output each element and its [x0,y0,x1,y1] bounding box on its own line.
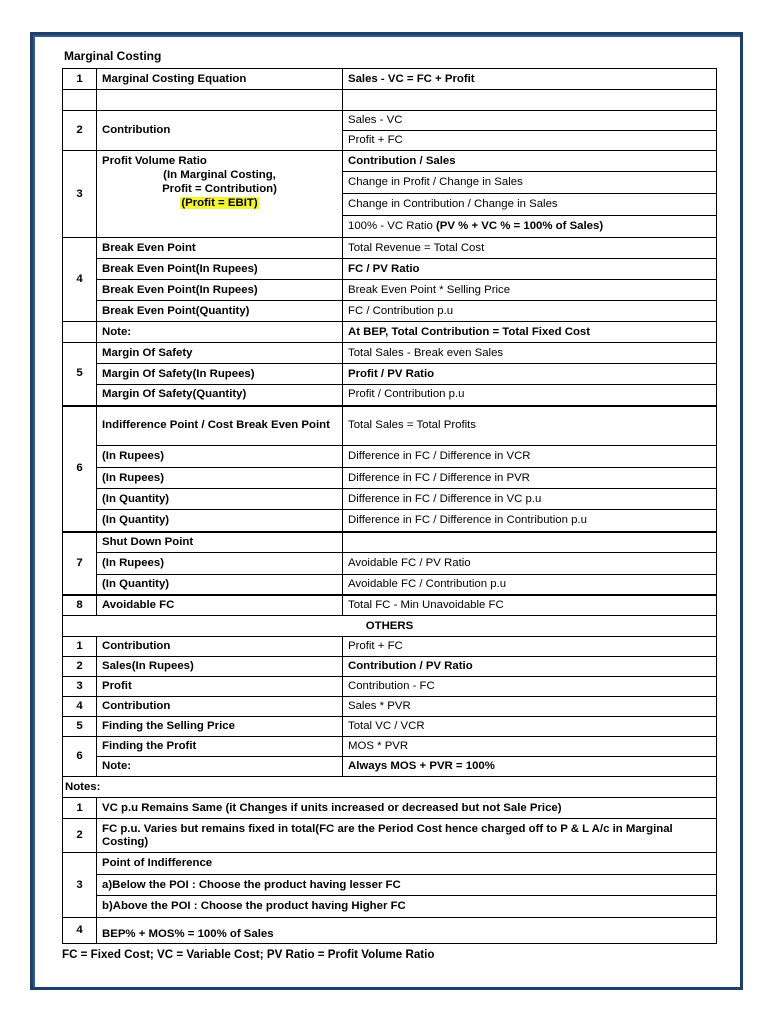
table-row [63,468,717,489]
table-row [63,777,717,798]
cell-term: (In Quantity) [97,489,343,510]
cell-formula: Contribution / PV Ratio [343,657,717,677]
cell-formula: Contribution / Sales [343,151,717,172]
cell-formula: Profit / PV Ratio [343,364,717,385]
row-number: 1 [63,69,97,90]
table-row [63,677,717,697]
table-row [63,697,717,717]
cell-term: Sales(In Rupees) [97,657,343,677]
row-number: 6 [63,406,97,532]
cell-term: (In Quantity) [97,510,343,532]
cell-formula: Profit / Contribution p.u [343,385,717,406]
table-row [63,489,717,510]
page-title: Marginal Costing [64,49,162,63]
cell-formula: Profit + FC [343,637,717,657]
table-row [63,819,717,853]
cell-term: Break Even Point [97,238,343,259]
cell-term: Margin Of Safety [97,343,343,364]
cell-term: (In Rupees) [97,553,343,575]
table-row [63,446,717,468]
table-row [63,385,717,406]
cell-term: Break Even Point(In Rupees) [97,259,343,280]
footer-legend: FC = Fixed Cost; VC = Variable Cost; PV Ratio = Profit Volume Ratio [62,948,435,961]
cell-formula: Difference in FC / Difference in Contribution p.u [343,510,717,532]
table-row [63,737,717,757]
cell-formula: Difference in FC / Difference in PVR [343,468,717,489]
row-number: 5 [63,717,97,737]
table-row [63,918,717,944]
table-row [63,657,717,677]
table-row [63,280,717,301]
table-row [63,637,717,657]
cell-term: Margin Of Safety(In Rupees) [97,364,343,385]
row-number: 3 [63,853,97,918]
row-number: 8 [63,595,97,616]
notes-heading: Notes: [63,777,717,798]
cell-term: (In Rupees) [97,446,343,468]
note-text: b)Above the POI : Choose the product having Higher FC [97,896,717,918]
cell-formula: Sales - VC [343,111,717,131]
row-number: 5 [63,343,97,406]
cell-formula: Total Sales = Total Profits [343,406,717,446]
cell-term: Break Even Point(Quantity) [97,301,343,322]
row-number: 4 [63,238,97,322]
row-number: 2 [63,657,97,677]
row-number: 1 [63,637,97,657]
row-number: 1 [63,798,97,819]
table-row [63,259,717,280]
note-text: VC p.u Remains Same (it Changes if units increased or decreased but not Sale Price) [97,798,717,819]
row-number: 3 [63,677,97,697]
cell-term: Finding the Profit [97,737,343,757]
cell-formula: Profit + FC [343,131,717,151]
table-row [63,595,717,616]
table-row [63,343,717,364]
cell-formula: Always MOS + PVR = 100% [343,757,717,777]
cell-formula: At BEP, Total Contribution = Total Fixed Cost [343,322,717,343]
table-row [63,322,717,343]
cell-formula: Total Revenue = Total Cost [343,238,717,259]
cell-formula: MOS * PVR [343,737,717,757]
cell-term: Profit [97,677,343,697]
row-number: 4 [63,918,97,944]
cell-formula: Avoidable FC / PV Ratio [343,553,717,575]
cell-term: Finding the Selling Price [97,717,343,737]
table-row [63,798,717,819]
cell-formula: 100% - VC Ratio (PV % + VC % = 100% of Sales) [343,216,717,238]
note-text: a)Below the POI : Choose the product having lesser FC [97,875,717,896]
table-row [63,406,717,446]
cell-term: Shut Down Point [97,532,343,553]
table-row [63,616,717,637]
row-number: 7 [63,532,97,595]
cell-formula: Total FC - Min Unavoidable FC [343,595,717,616]
table-row [63,238,717,259]
cell-term: Marginal Costing Equation [97,69,343,90]
cell-term: Profit Volume Ratio (In Marginal Costing, Profit = Contribution) (Profit = EBIT) [97,151,343,238]
cell-term: Break Even Point(In Rupees) [97,280,343,301]
cell-formula: FC / Contribution p.u [343,301,717,322]
cell-term: Note: [97,757,343,777]
note-text: BEP% + MOS% = 100% of Sales [97,918,717,944]
table-row [63,853,717,875]
table-row [63,510,717,532]
row-number: 6 [63,737,97,777]
table-row [63,875,717,896]
table-row [63,90,717,111]
table-row [63,69,717,90]
cell-term: Note: [97,322,343,343]
cell-term: (In Quantity) [97,575,343,595]
table-row [63,151,717,172]
table-row [63,301,717,322]
cell-formula: Total VC / VCR [343,717,717,737]
cell-formula: Avoidable FC / Contribution p.u [343,575,717,595]
table-row [63,364,717,385]
cell-term: Contribution [97,111,343,151]
row-number: 2 [63,819,97,853]
cell-formula: Change in Profit / Change in Sales [343,172,717,194]
cell-formula [343,532,717,553]
cell-formula: Change in Contribution / Change in Sales [343,194,717,216]
cell-formula: Sales * PVR [343,697,717,717]
cell-term: (In Rupees) [97,468,343,489]
highlight-note: (Profit = EBIT) [181,197,258,209]
marginal-costing-table [62,68,717,944]
table-row [63,575,717,595]
cell-term: Contribution [97,637,343,657]
table-row [63,896,717,918]
cell-term: Avoidable FC [97,595,343,616]
cell-formula: Difference in FC / Difference in VCR [343,446,717,468]
row-number: 3 [63,151,97,238]
table-row [63,111,717,131]
cell-term: Indifference Point / Cost Break Even Point [97,406,343,446]
cell-formula: FC / PV Ratio [343,259,717,280]
table-row [63,757,717,777]
table-row [63,553,717,575]
row-number: 4 [63,697,97,717]
table-row [63,532,717,553]
document [62,44,718,961]
cell-formula: Contribution - FC [343,677,717,697]
note-text: Point of Indifference [97,853,717,875]
cell-term: Margin Of Safety(Quantity) [97,385,343,406]
row-number: 2 [63,111,97,151]
section-heading-others: OTHERS [63,616,717,637]
cell-formula: Sales - VC = FC + Profit [343,69,717,90]
cell-formula: Total Sales - Break even Sales [343,343,717,364]
cell-formula: Break Even Point * Selling Price [343,280,717,301]
cell-term: Contribution [97,697,343,717]
note-text: FC p.u. Varies but remains fixed in total(FC are the Period Cost hence charged off to P & L A/c in Marginal Costing) [97,819,717,853]
cell-formula: Difference in FC / Difference in VC p.u [343,489,717,510]
table-row [63,717,717,737]
